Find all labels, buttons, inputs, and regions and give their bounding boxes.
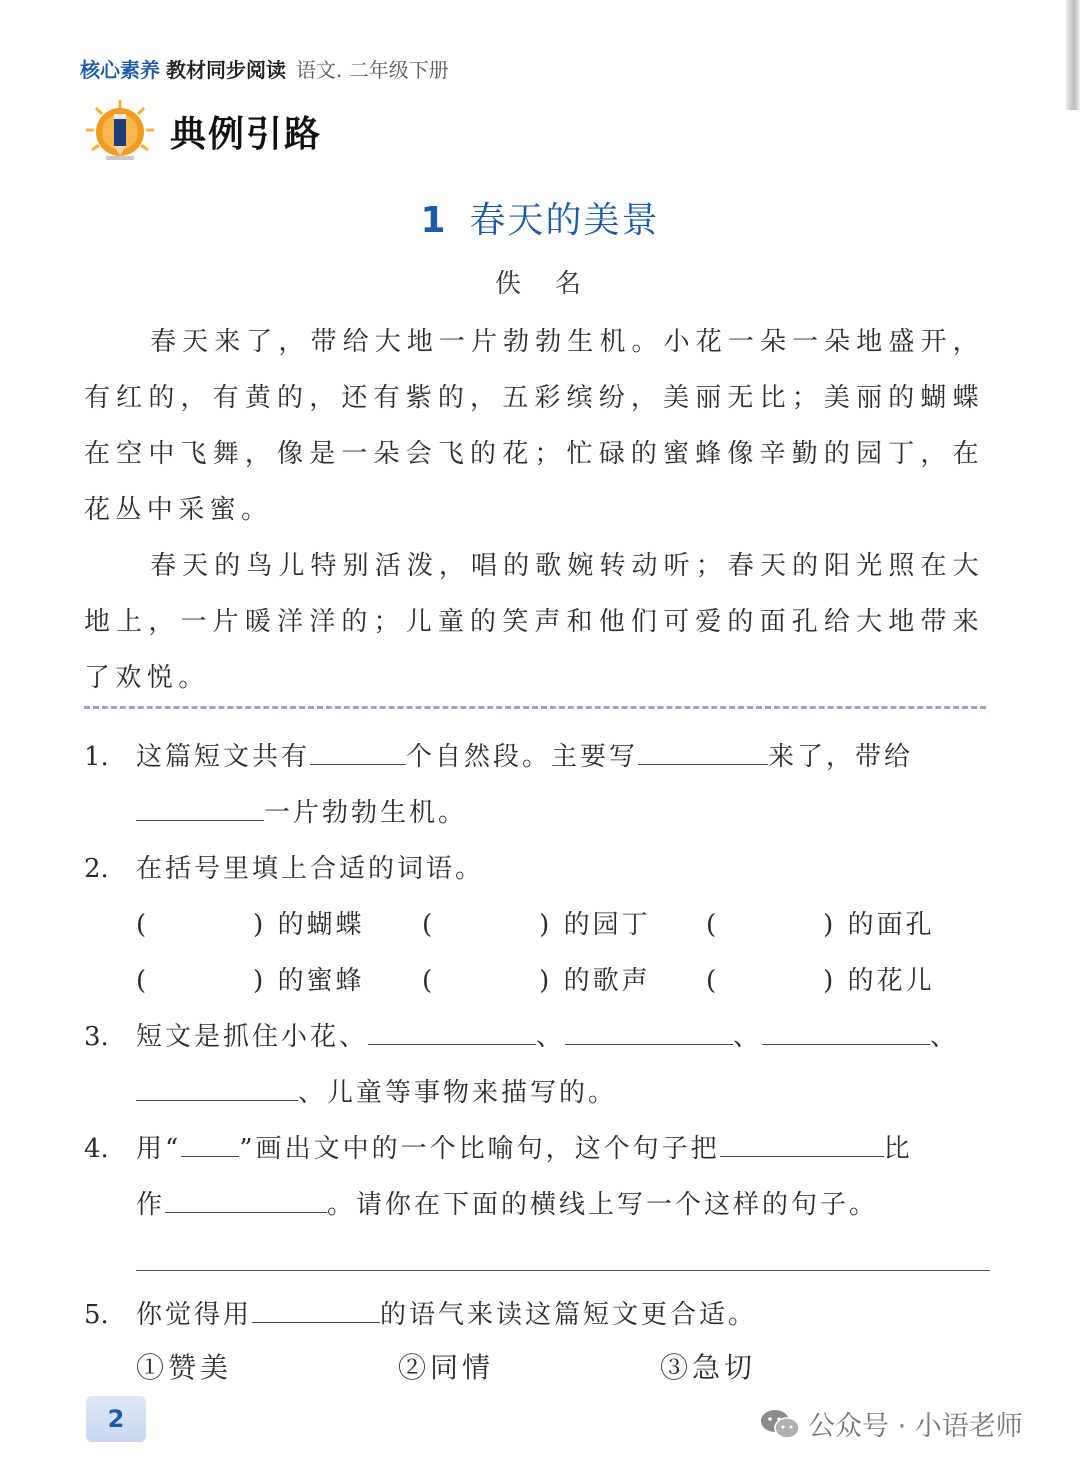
- answer-blank[interactable]: [565, 1020, 733, 1045]
- article-number: 1: [420, 200, 448, 241]
- sentence-answer-line[interactable]: [136, 1270, 990, 1271]
- fill-item-text: 的花儿: [847, 966, 935, 996]
- fill-item-text: 的面孔: [847, 910, 935, 940]
- paragraph: 春天的鸟儿特别活泼，唱的歌婉转动听；春天的阳光照在大地上，一片暖洋洋的；儿童的笑声和他们可爱的面孔给大地带来了欢悦。: [84, 551, 984, 693]
- open-paren: (: [706, 910, 720, 940]
- question-text: ”画出文中的一个比喻句，这个句子把: [239, 1134, 720, 1164]
- fill-item-text: 的歌声: [563, 966, 651, 996]
- question-4-cont: [136, 1184, 878, 1221]
- banner-title: 典例引路: [170, 114, 323, 155]
- question-text: 比: [883, 1134, 913, 1164]
- answer-blank[interactable]: [310, 740, 406, 765]
- question-1: [84, 736, 913, 773]
- answer-blank[interactable]: [762, 1020, 930, 1045]
- question-text: 作: [136, 1190, 166, 1220]
- question-number: 2.: [84, 854, 109, 884]
- answer-blank[interactable]: [136, 1076, 298, 1101]
- question-text: 个自然段。主要写: [406, 742, 639, 772]
- question-3: [84, 1016, 959, 1053]
- fill-item[interactable]: [706, 904, 935, 941]
- fill-item[interactable]: [422, 904, 651, 941]
- question-text: 、儿童等事物来描写的。: [298, 1078, 618, 1108]
- option-2[interactable]: ②同情: [398, 1351, 495, 1384]
- answer-blank[interactable]: [720, 1132, 884, 1157]
- question-text: 用“: [136, 1134, 182, 1164]
- fill-item-text: 的蝴蝶: [277, 910, 365, 940]
- page-number: 2: [86, 1396, 146, 1442]
- fill-item-text: 的园丁: [563, 910, 651, 940]
- underline-sample: [181, 1132, 239, 1157]
- page-edge: [1066, 0, 1080, 110]
- option-3[interactable]: ③急切: [660, 1351, 757, 1384]
- separator: 、: [930, 1022, 960, 1052]
- question-2: [84, 848, 484, 885]
- question-1-cont: [136, 792, 467, 829]
- close-paren: ): [539, 910, 553, 940]
- separator: 、: [536, 1022, 566, 1052]
- open-paren: (: [422, 966, 436, 996]
- open-paren: (: [706, 966, 720, 996]
- wechat-icon: [760, 1407, 800, 1441]
- question-4: [84, 1128, 913, 1165]
- header-series: 教材同步阅读: [166, 58, 286, 82]
- question-number: 1.: [84, 742, 109, 772]
- question-5: [84, 1294, 757, 1331]
- answer-blank[interactable]: [368, 1020, 536, 1045]
- header-subject: 语文. 二年级下册: [296, 58, 449, 82]
- article-author: 佚名: [494, 269, 615, 299]
- question-text: 在括号里填上合适的词语。: [136, 854, 485, 884]
- dashed-divider: [84, 706, 986, 709]
- question-text: 你觉得用: [136, 1300, 253, 1330]
- option-1[interactable]: ①赞美: [136, 1351, 233, 1384]
- question-number: 5.: [84, 1300, 109, 1330]
- paragraph: 春天来了，带给大地一片勃勃生机。小花一朵一朵地盛开，有红的，有黄的，还有紫的，五彩缤纷，美丽无比；美丽的蝴蝶在空中飞舞，像是一朵会飞的花；忙碌的蜜蜂像辛勤的园丁，在花丛中采蜜。: [84, 327, 984, 525]
- article-title-text: 春天的美景: [469, 200, 660, 241]
- article-title: [0, 192, 1080, 243]
- open-paren: (: [136, 910, 150, 940]
- section-banner: [80, 96, 410, 166]
- question-text: 这篇短文共有: [136, 742, 311, 772]
- open-paren: (: [422, 910, 436, 940]
- running-header: [80, 54, 449, 84]
- question-3-cont: [136, 1072, 617, 1109]
- fill-item[interactable]: [136, 960, 365, 997]
- question-text: 短文是抓住小花、: [136, 1022, 369, 1052]
- fill-item[interactable]: [422, 960, 651, 997]
- question-text: 一片勃勃生机。: [264, 798, 468, 828]
- close-paren: ): [539, 966, 553, 996]
- passage: [84, 314, 984, 706]
- answer-blank[interactable]: [252, 1298, 380, 1323]
- close-paren: ): [253, 966, 267, 996]
- watermark: [760, 1404, 1023, 1444]
- watermark-text: 公众号 · 小语老师: [808, 1411, 1023, 1442]
- answer-blank[interactable]: [638, 740, 768, 765]
- question-text: 。请你在下面的横线上写一个这样的句子。: [327, 1190, 879, 1220]
- separator: 、: [733, 1022, 763, 1052]
- question-number: 4.: [84, 1134, 109, 1164]
- close-paren: ): [253, 910, 267, 940]
- answer-blank[interactable]: [165, 1188, 327, 1213]
- fill-item[interactable]: [136, 904, 365, 941]
- answer-blank[interactable]: [136, 796, 264, 821]
- close-paren: ): [823, 910, 837, 940]
- close-paren: ): [823, 966, 837, 996]
- question-text: 来了，带给: [768, 742, 914, 772]
- open-paren: (: [136, 966, 150, 996]
- fill-item[interactable]: [706, 960, 935, 997]
- question-number: 3.: [84, 1022, 109, 1052]
- question-text: 的语气来读这篇短文更合适。: [380, 1300, 758, 1330]
- pencil-sunburst-icon: [80, 96, 162, 166]
- fill-item-text: 的蜜蜂: [277, 966, 365, 996]
- header-brand: 核心素养: [80, 58, 160, 82]
